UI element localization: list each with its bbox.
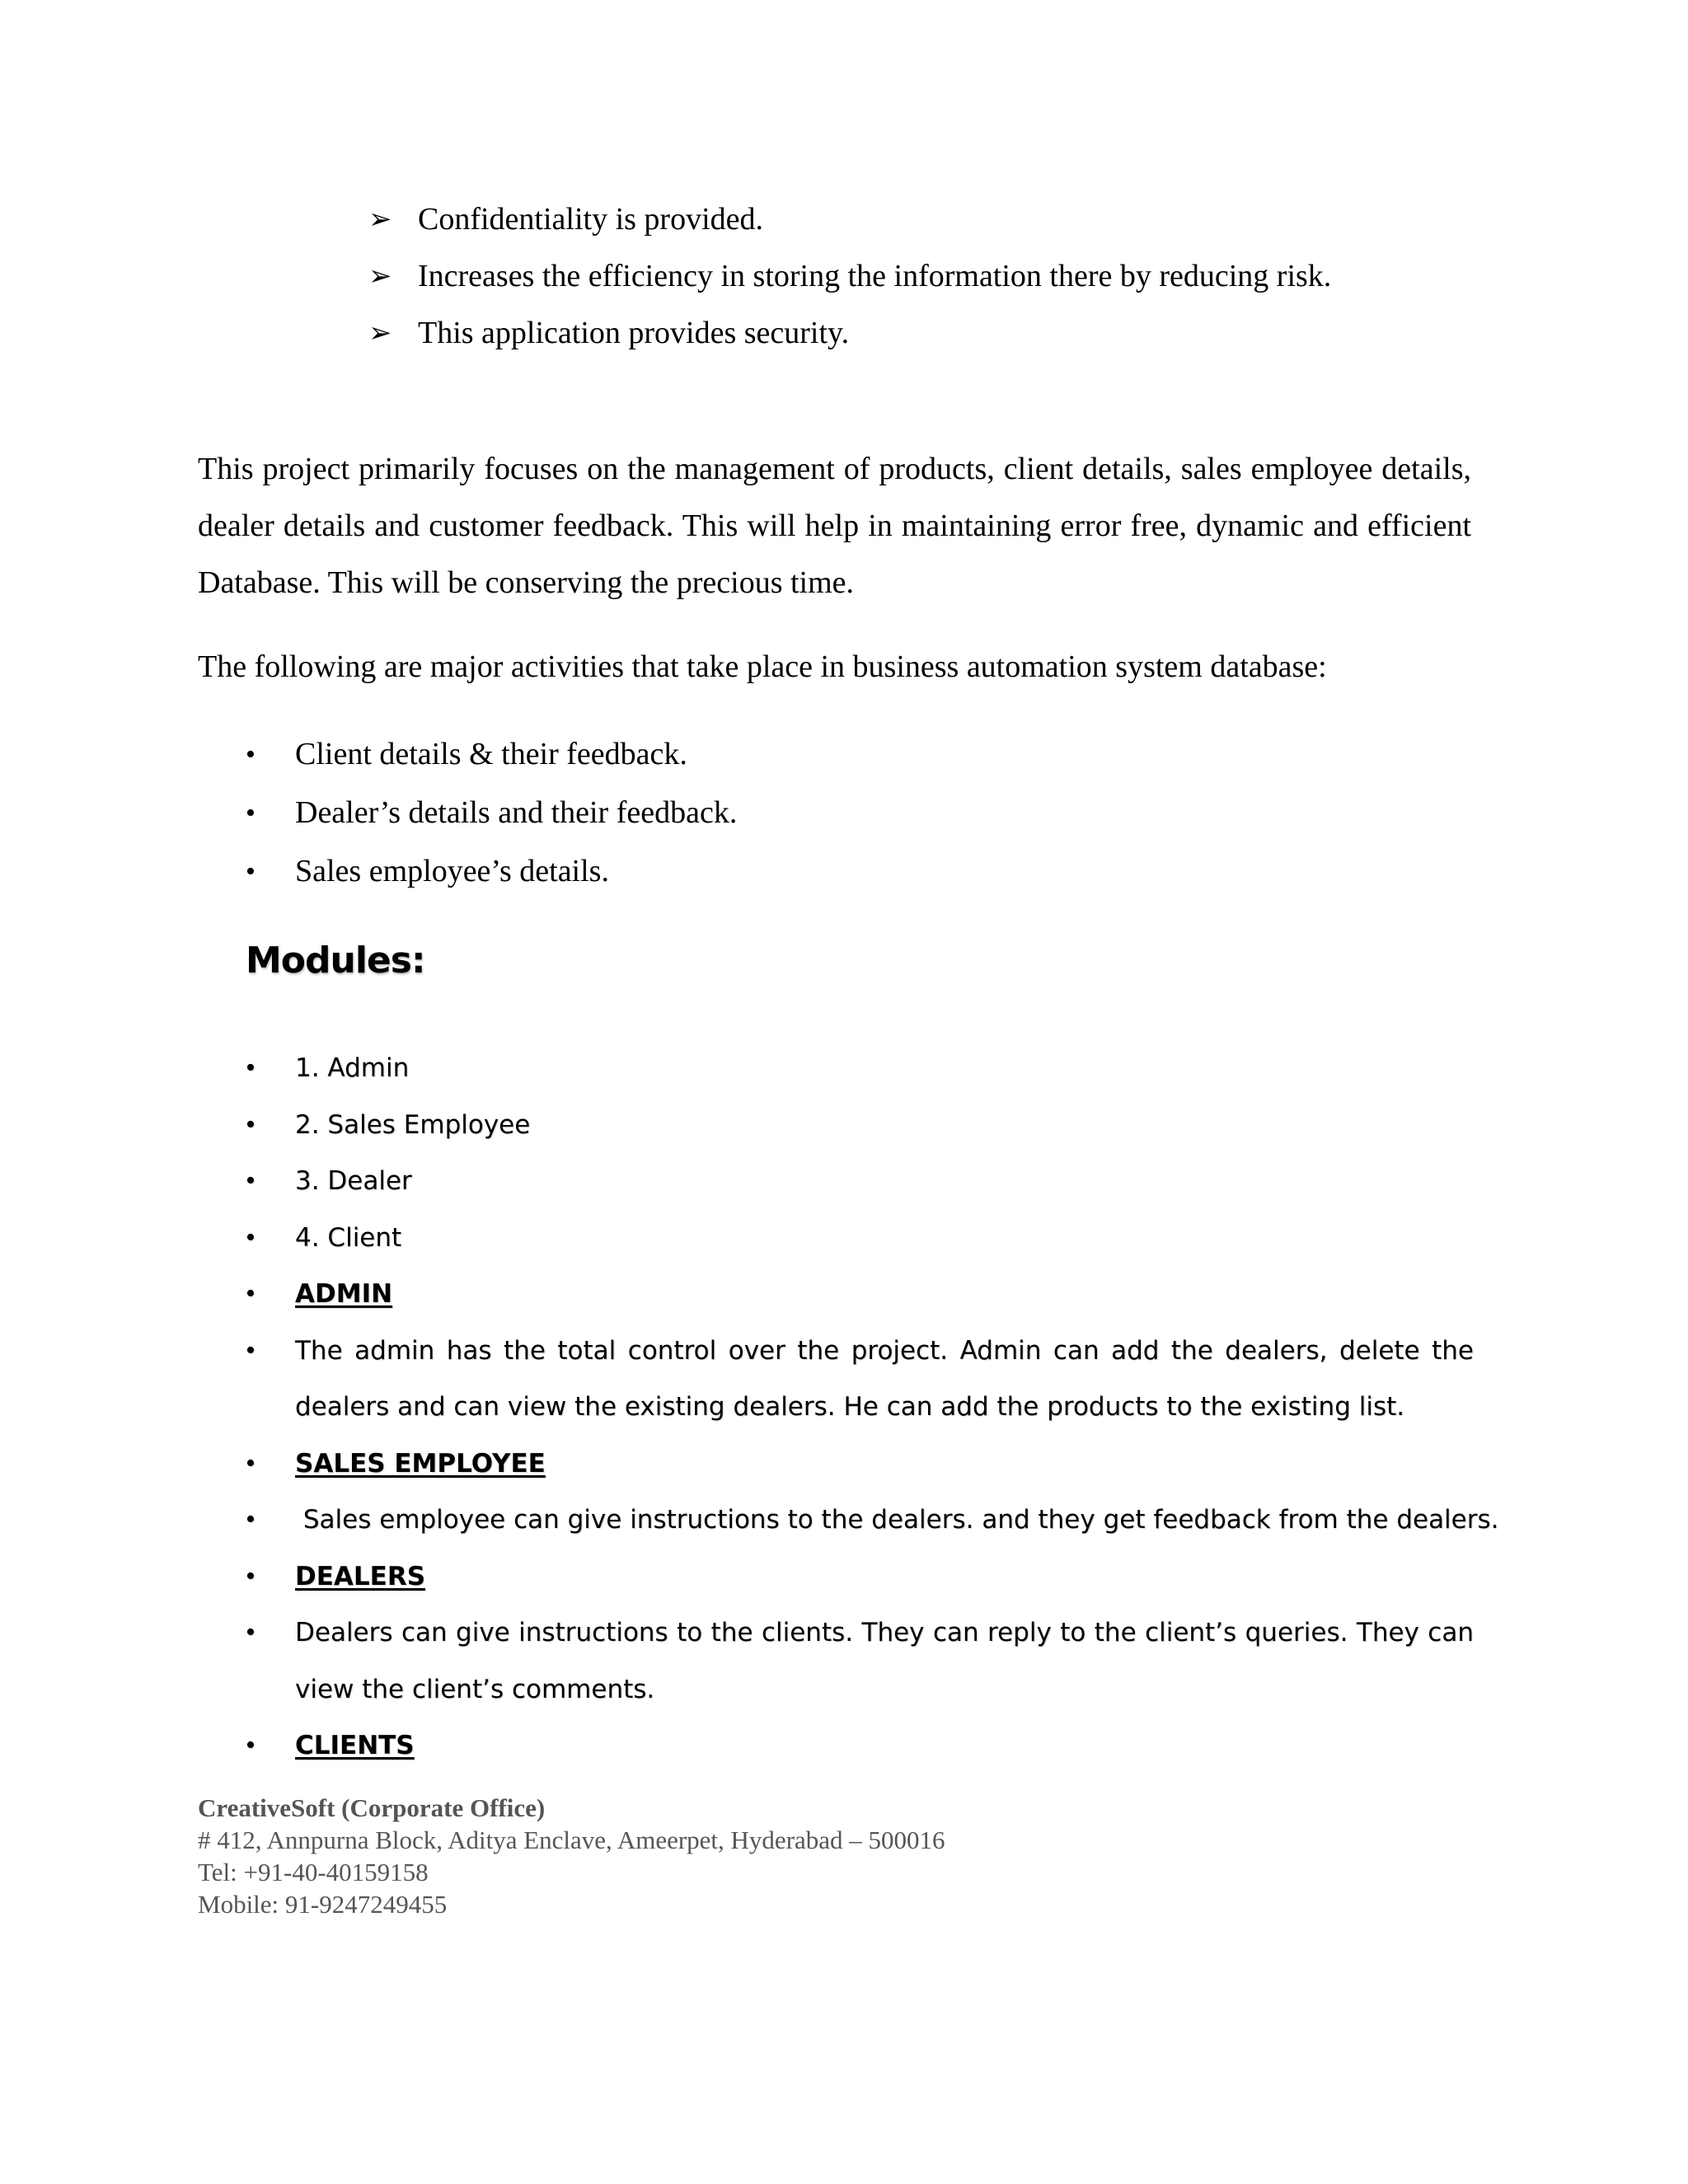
bullet-text: Dealer’s details and their feedback. bbox=[295, 795, 738, 830]
list-item bbox=[246, 1210, 1474, 1267]
list-item bbox=[368, 305, 1331, 362]
list-item bbox=[246, 1492, 1499, 1549]
list-item bbox=[246, 842, 737, 901]
modules-heading: Modules: bbox=[246, 940, 425, 982]
list-item bbox=[246, 1266, 1474, 1323]
list-item bbox=[246, 1605, 1474, 1718]
footer-telephone: Tel: +91-40-40159158 bbox=[198, 1858, 429, 1886]
sales-employee-section-heading: SALES EMPLOYEE bbox=[295, 1448, 546, 1479]
bullet-text: Sales employee’s details. bbox=[295, 854, 609, 888]
bullet-text: Client details & their feedback. bbox=[295, 737, 687, 771]
dot-bullet-icon: • bbox=[246, 798, 256, 828]
page-footer bbox=[198, 1792, 945, 1920]
footer-address: # 412, Annpurna Block, Aditya Enclave, Ameerpet, Hyderabad – 500016 bbox=[198, 1825, 945, 1854]
list-item bbox=[246, 1436, 1474, 1493]
dot-bullet-icon: • bbox=[246, 1617, 256, 1647]
dealers-description: Dealers can give instructions to the clients. They can reply to the client’s queries. They can view the client’s comments. bbox=[295, 1618, 1474, 1704]
module-item-text: 4. Client bbox=[295, 1222, 402, 1253]
list-item bbox=[246, 784, 737, 842]
dot-bullet-icon: • bbox=[246, 1730, 256, 1760]
benefits-list bbox=[368, 191, 1331, 362]
sales-employee-description: Sales employee can give instructions to the dealers. and they get feedback from the dealers. bbox=[295, 1505, 1499, 1535]
dot-bullet-icon: • bbox=[246, 1334, 256, 1366]
arrowhead-bullet-icon: ➢ bbox=[368, 204, 392, 235]
dot-bullet-icon: • bbox=[246, 1221, 256, 1253]
dot-bullet-icon: • bbox=[246, 739, 256, 770]
admin-description: The admin has the total control over the project. Admin can add the dealers, delete the dealers and can view the existing dealers. He can add the products to the existing list. bbox=[295, 1335, 1474, 1422]
dot-bullet-icon: • bbox=[246, 856, 256, 887]
dot-bullet-icon: • bbox=[246, 1108, 256, 1140]
dot-bullet-icon: • bbox=[246, 1504, 256, 1535]
list-item bbox=[246, 1153, 1474, 1210]
arrowhead-bullet-icon: ➢ bbox=[368, 261, 392, 292]
module-item-text: 2. Sales Employee bbox=[295, 1109, 531, 1140]
list-item bbox=[246, 725, 737, 784]
list-item bbox=[368, 191, 1331, 248]
bullet-text: Increases the efficiency in storing the information there by reducing risk. bbox=[418, 259, 1332, 293]
list-item bbox=[246, 1549, 1474, 1605]
clients-section-heading: CLIENTS bbox=[295, 1731, 415, 1760]
dot-bullet-icon: • bbox=[246, 1447, 256, 1479]
dot-bullet-icon: • bbox=[246, 1052, 256, 1083]
admin-section-heading: ADMIN bbox=[295, 1279, 393, 1309]
list-item bbox=[246, 1718, 1474, 1774]
list-item bbox=[368, 248, 1331, 305]
modules-list bbox=[246, 1040, 1499, 1774]
bullet-text: This application provides security. bbox=[418, 316, 850, 350]
dot-bullet-icon: • bbox=[246, 1278, 256, 1309]
footer-company-name: CreativeSoft (Corporate Office) bbox=[198, 1793, 546, 1822]
bullet-text: Confidentiality is provided. bbox=[418, 202, 764, 237]
module-item-text: 1. Admin bbox=[295, 1053, 410, 1083]
footer-mobile: Mobile: 91-9247249455 bbox=[198, 1890, 448, 1919]
dot-bullet-icon: • bbox=[246, 1560, 256, 1591]
activities-list bbox=[246, 725, 737, 901]
list-item bbox=[246, 1323, 1474, 1436]
module-item-text: 3. Dealer bbox=[295, 1166, 412, 1196]
arrowhead-bullet-icon: ➢ bbox=[368, 318, 392, 349]
list-item bbox=[246, 1040, 1474, 1097]
dot-bullet-icon: • bbox=[246, 1165, 256, 1196]
list-item bbox=[246, 1097, 1474, 1154]
project-description-paragraph: This project primarily focuses on the management of products, client details, sales employee details, dealer details and customer feedback. This will help in maintaining error free, dynamic and efficient Database. This will be conserving the precious time. bbox=[198, 452, 1471, 600]
dealers-section-heading: DEALERS bbox=[295, 1561, 426, 1591]
activities-intro-paragraph: The following are major activities that take place in business automation system database: bbox=[198, 649, 1327, 684]
